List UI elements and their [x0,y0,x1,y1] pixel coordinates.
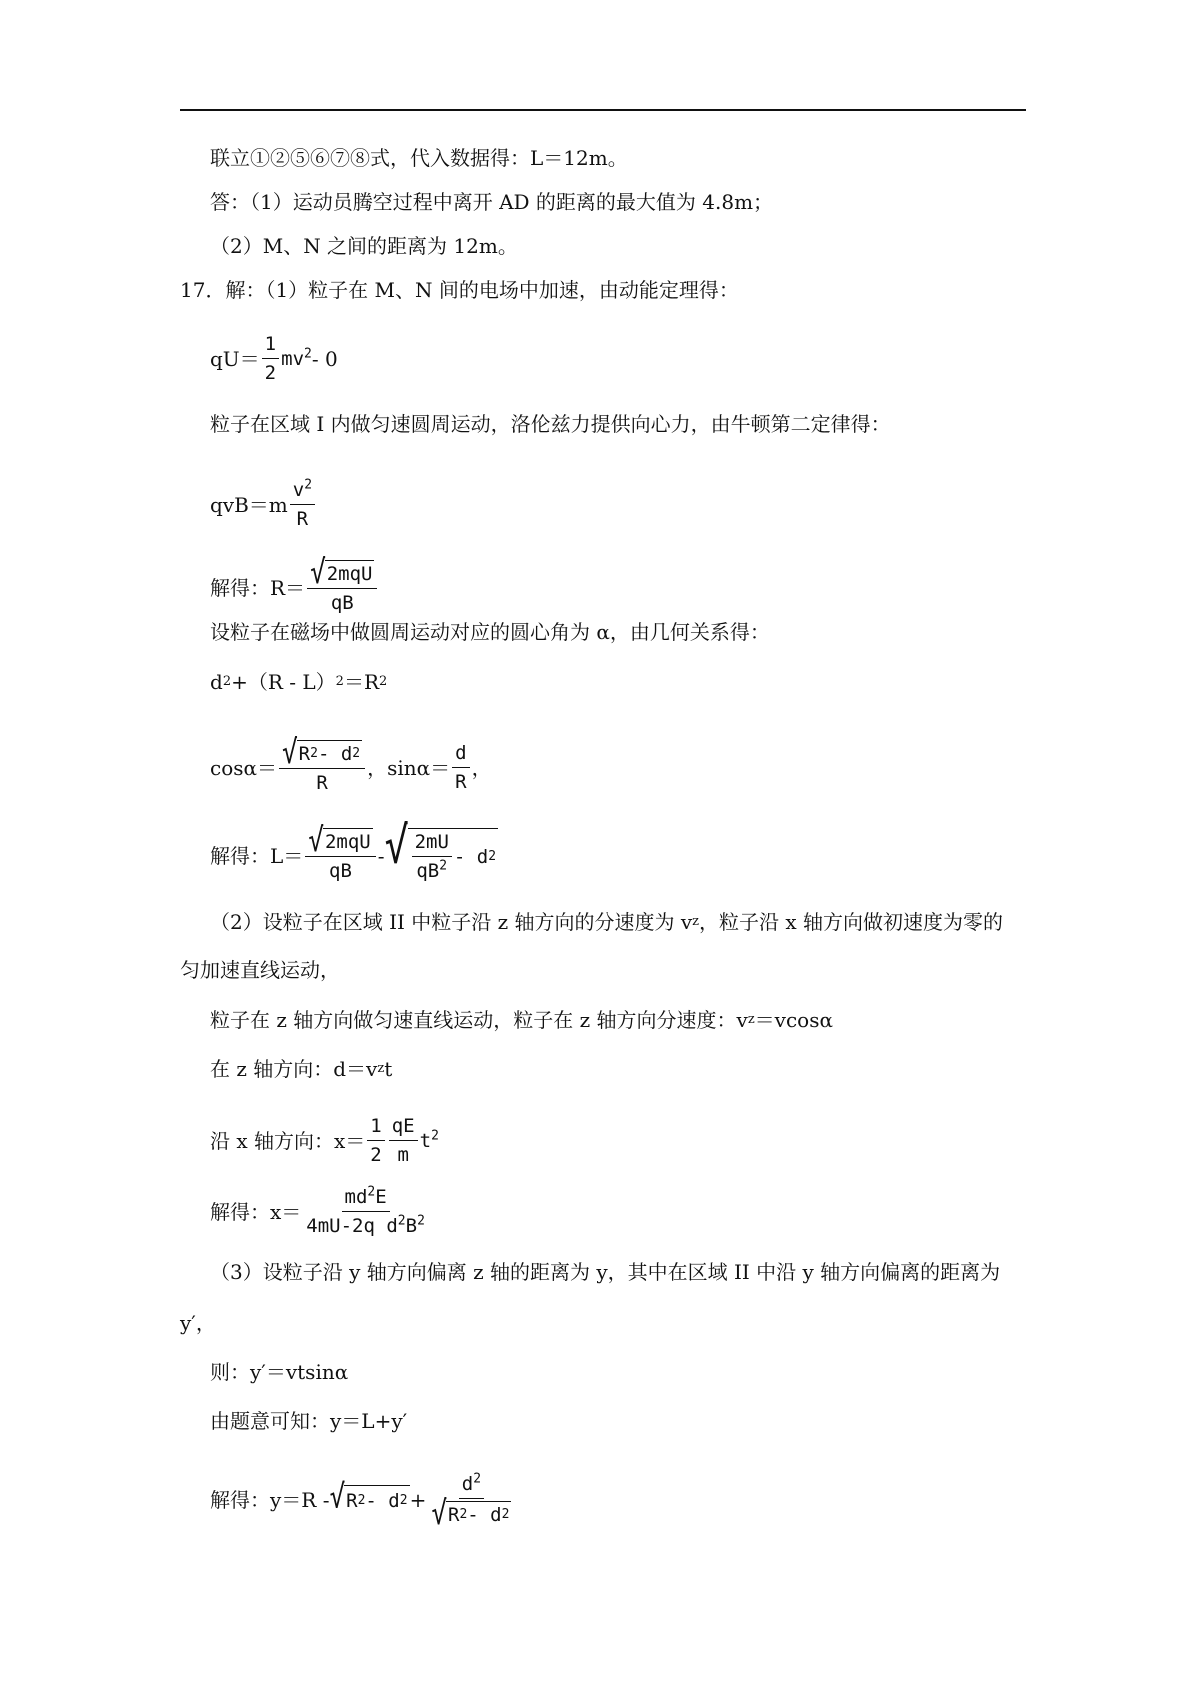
text-line: 粒子在 z 轴方向做匀速直线运动，粒子在 z 轴方向分速度：v z ＝vcosα [210,1008,833,1032]
text-line: （2）M、N 之间的距离为 12m。 [210,234,518,258]
text-line: 在 z 轴方向：d＝v z t [210,1057,393,1081]
sqrt: √ R 2 - d 2 [282,734,361,772]
text-line: （2）设粒子在区域 II 中粒子沿 z 轴方向的分速度为 v z ，粒子沿 x 轴方向做初速度为零的 [210,910,1004,934]
fraction: $\frac{md^2E}{4mU-2q d^2B^2}$ [306,1184,425,1237]
fraction: $\frac{d}{R}$ [452,741,469,794]
question-heading: 17．解：（1）粒子在 M、N 间的电场中加速，由动能定理得： [180,278,739,302]
text-line: 则：y′＝vtsinα [210,1360,349,1384]
formula-radius: 解得： R＝ √ 2mqU qB [210,560,379,615]
formula-x-result: 解得：x＝ $\frac{md^2E}{4mU-2q d^2B^2}$ [210,1185,430,1238]
fraction: $d^2$ √ R 2 - d 2 [431,1471,510,1533]
formula-lorentz: qvB＝m $\frac{v^2}{R}$ [210,478,317,531]
sqrt: √ 2mqU [308,822,371,860]
fraction: $\frac{1}{2}$ [262,332,279,385]
text-line: （3）设粒子沿 y 轴方向偏离 z 轴的距离为 y，其中在区域 II 中沿 y 轴方向偏离的距离为 [210,1260,1001,1284]
text-line: 答：（1）运动员腾空过程中离开 AD 的距离的最大值为 4.8m； [210,190,774,214]
fraction: $\frac{1}{2}$ [367,1114,384,1167]
text-line: y′， [180,1311,216,1335]
fraction: √ 2mqU qB [307,560,377,615]
fraction: $\frac{qE}{m}$ [389,1114,418,1167]
fraction: $\frac{v^2}{R}$ [290,478,315,531]
sqrt: √ $\frac{2mU}{qB^2}$ - d 2 [384,817,497,882]
header-rule [180,109,1026,111]
sqrt: √ R 2 - d 2 [431,1495,510,1533]
sqrt: √ R 2 - d 2 [329,1478,408,1516]
text-line: 联立①②⑤⑥⑦⑧式，代入数据得：L＝12m。 [210,146,628,170]
formula-cos-sin: cosα＝ √ R 2 - d 2 R ，sinα＝ $\frac{d}{R}$ ， [210,734,492,794]
text-line: 粒子在区域 I 内做匀速圆周运动，洛伦兹力提供向心力，由牛顿第二定律得： [210,412,891,436]
formula-kinetic-energy: qU＝ $\frac{1}{2}$ $mv^2$ - 0 [210,333,338,384]
formula-L: 解得： L＝ √ 2mqU qB - √ $\frac{2mU}{qB^2}$ - d 2 [210,817,497,882]
text-line: 匀加速直线运动， [180,958,340,982]
fraction: √ R 2 - d 2 R [279,740,365,795]
formula-geometry: d 2 +（R - L） 2 ＝R 2 [210,670,388,694]
text-line: 由题意可知：y＝L+y′ [210,1409,408,1433]
text-line: 设粒子在磁场中做圆周运动对应的圆心角为 α，由几何关系得： [210,620,770,644]
fraction: $\frac{2mU}{qB^2}$ [412,830,452,883]
fraction: √ 2mqU qB [305,828,375,883]
formula-y-result: 解得： y＝R - √ R 2 - d 2 + $d^2$ √ R 2 - d 2 [210,1472,516,1527]
sqrt: √ 2mqU [310,554,373,592]
formula-x-motion: 沿 x 轴方向：x＝ $\frac{1}{2}$ $\frac{qE}{m}$ $t^2$ [210,1115,439,1166]
